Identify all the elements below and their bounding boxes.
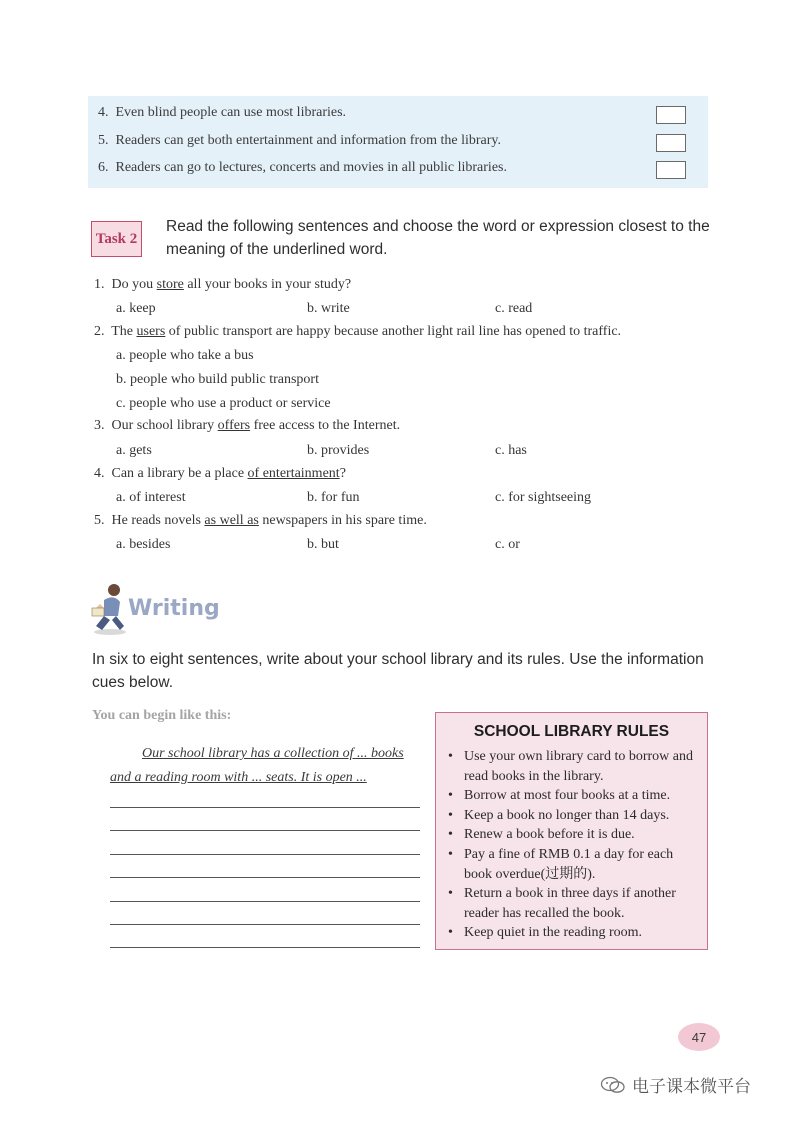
statement-5: [98, 133, 501, 149]
rule-item: • Borrow at most four books at a time.: [446, 786, 704, 806]
option-a[interactable]: a. besides: [116, 537, 171, 552]
option-b[interactable]: b. people who build public transport: [116, 372, 319, 387]
answer-checkbox-5[interactable]: [656, 134, 686, 152]
answer-checkbox-6[interactable]: [656, 161, 686, 179]
writing-line[interactable]: [110, 877, 420, 878]
option-b[interactable]: b. for fun: [307, 490, 360, 505]
option-c[interactable]: c. people who use a product or service: [116, 396, 331, 411]
rule-item: • Keep quiet in the reading room.: [446, 923, 704, 943]
underlined-word: store: [156, 277, 184, 292]
page-number: 47: [678, 1023, 720, 1051]
statement-text: Even blind people can use most libraries.: [115, 105, 347, 120]
statement-number: 6.: [98, 160, 109, 175]
watermark: [600, 1072, 751, 1097]
writing-line[interactable]: [110, 854, 420, 855]
wechat-icon: [600, 1076, 626, 1094]
rule-item: • Pay a fine of RMB 0.1 a day for each book overdue(过期的).: [446, 845, 704, 884]
rules-title: SCHOOL LIBRARY RULES: [473, 723, 670, 740]
begin-sample-line-1: Our school library has a collection of ... books: [142, 746, 404, 761]
question-1: 1. Do you store all your books in your study?: [94, 277, 352, 292]
statement-number: 5.: [98, 133, 109, 148]
rule-item: • Keep a book no longer than 14 days.: [446, 806, 704, 826]
school-library-rules-box: [435, 712, 708, 950]
writing-line[interactable]: [110, 924, 420, 925]
question-2: 2. The users of public transport are happy because another light rail line has opened to traffic.: [94, 324, 622, 339]
writing-heading: Writing: [128, 596, 220, 621]
underlined-word: offers: [217, 418, 251, 433]
option-a[interactable]: a. gets: [116, 443, 152, 458]
rule-item: • Use your own library card to borrow and read books in the library.: [446, 747, 704, 786]
option-b[interactable]: b. provides: [307, 443, 370, 458]
statement-6: [98, 160, 507, 176]
begin-label: You can begin like this:: [92, 708, 232, 723]
rule-item: • Return a book in three days if another reader has recalled the book.: [446, 884, 704, 923]
option-a[interactable]: a. of interest: [116, 490, 186, 505]
watermark-text: 电子课本微平台: [632, 1077, 751, 1097]
statement-4: [98, 105, 346, 121]
writing-line[interactable]: [110, 947, 420, 948]
underlined-word: as well as: [204, 513, 259, 528]
option-a[interactable]: a. people who take a bus: [116, 348, 254, 363]
option-c[interactable]: c. or: [495, 537, 520, 552]
rule-item: • Renew a book before it is due.: [446, 825, 704, 845]
writing-figure-icon: [90, 580, 130, 636]
task-2-instruction: Read the following sentences and choose the word or expression closest to the meaning of the underlined word.: [166, 218, 710, 258]
writing-line[interactable]: [110, 901, 420, 902]
option-c[interactable]: c. for sightseeing: [495, 490, 592, 505]
option-c[interactable]: c. read: [495, 301, 533, 316]
statement-text: Readers can go to lectures, concerts and movies in all public libraries.: [115, 160, 507, 175]
writing-line[interactable]: [110, 807, 420, 808]
writing-line[interactable]: [110, 830, 420, 831]
underlined-word: users: [136, 324, 166, 339]
underlined-word: of entertainment: [247, 466, 340, 481]
question-4: 4. Can a library be a place of entertainment?: [94, 466, 346, 481]
statement-number: 4.: [98, 105, 109, 120]
rules-list: [446, 747, 704, 943]
option-c[interactable]: c. has: [495, 443, 527, 458]
question-3: 3. Our school library offers free access to the Internet.: [94, 418, 401, 433]
option-b[interactable]: b. but: [307, 537, 339, 552]
begin-sample-line-2: and a reading room with ... seats. It is open ...: [110, 770, 367, 785]
task-2-badge: Task 2: [91, 221, 142, 257]
option-a[interactable]: a. keep: [116, 301, 156, 316]
option-b[interactable]: b. write: [307, 301, 350, 316]
question-5: 5. He reads novels as well as newspapers in his spare time.: [94, 513, 427, 528]
statement-text: Readers can get both entertainment and information from the library.: [115, 133, 502, 148]
writing-instruction: In six to eight sentences, write about your school library and its rules. Use the information cues below.: [92, 651, 704, 691]
answer-checkbox-4[interactable]: [656, 106, 686, 124]
